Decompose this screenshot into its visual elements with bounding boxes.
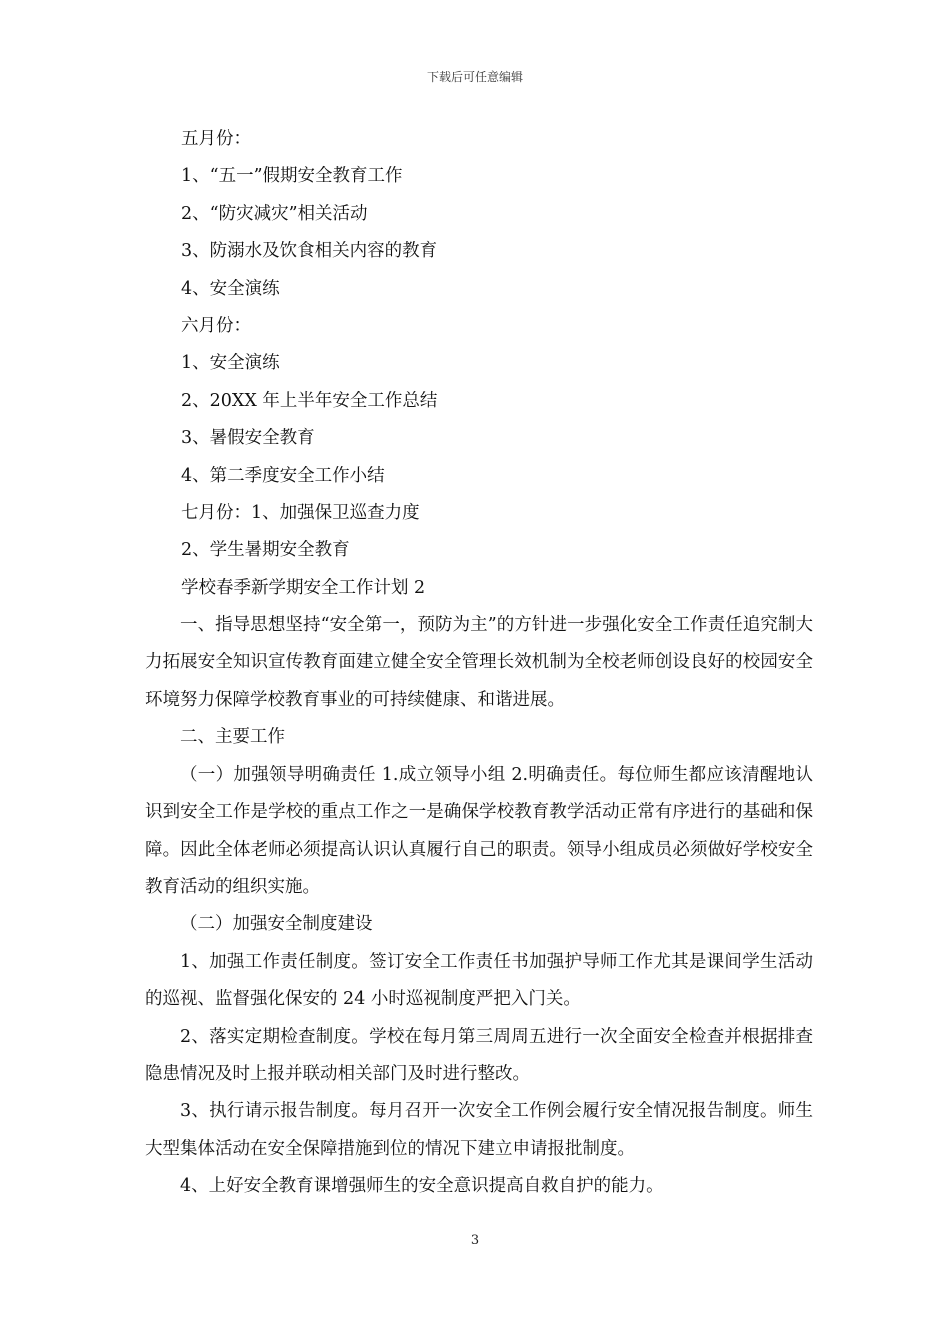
may-heading: 五月份： — [181, 129, 251, 149]
paragraph-inspection: 2、落实定期检查制度。学校在每月第三周周五进行一次全面安全检查并根据排查隐患情况及时上报并联动相关部门及时进行整改。 — [145, 1026, 813, 1084]
list-item: 2、学生暑期安全教育 — [181, 540, 350, 561]
schedule-list — [145, 121, 813, 607]
july-heading: 七月份：1、加强保卫巡查力度 — [181, 502, 420, 523]
list-item: 4、安全演练 — [181, 278, 280, 299]
paragraph-system-heading: （二）加强安全制度建设 — [180, 914, 373, 935]
paragraph-leadership: （一）加强领导明确责任 1.成立领导小组 2.明确责任。每位师生都应该清醒地认识到安全工作是学校的重点工作之一是确保学校教育教学活动正常有序进行的基础和保障。因此全体老师必须提高认识认真履行自己的职责。领导小组成员必须做好学校安全教育活动的组织实施。 — [145, 764, 813, 897]
plan-paragraphs — [145, 607, 813, 1206]
document-body — [145, 121, 813, 1206]
list-item: 1、“五一”假期安全教育工作 — [181, 166, 403, 187]
list-item: 1、安全演练 — [181, 353, 280, 374]
list-item: 4、第二季度安全工作小结 — [181, 465, 385, 486]
list-item: 2、20XX 年上半年安全工作总结 — [181, 390, 438, 411]
page-header-note: 下载后可任意编辑 — [426, 70, 523, 84]
paragraph-responsibility: 1、加强工作责任制度。签订安全工作责任书加强护导师工作尤其是课间学生活动的巡视、监督强化保安的 24 小时巡视制度严把入门关。 — [145, 951, 813, 1010]
paragraph-guiding-ideology: 一、指导思想坚持“安全第一，预防为主”的方针进一步强化安全工作责任追究制大力拓展安全知识宣传教育面建立健全安全管理长效机制为全校老师创设良好的校园安全环境努力保障学校教育事业的可持续健康、和谐进展。 — [145, 615, 813, 710]
paragraph-education: 4、上好安全教育课增强师生的安全意识提高自救自护的能力。 — [180, 1176, 664, 1197]
list-item: 2、“防灾减灾”相关活动 — [181, 203, 368, 224]
list-item: 3、暑假安全教育 — [181, 428, 315, 449]
paragraph-reporting: 3、执行请示报告制度。每月召开一次安全工作例会履行安全情况报告制度。师生大型集体活动在安全保障措施到位的情况下建立申请报批制度。 — [145, 1101, 813, 1159]
section-title: 学校春季新学期安全工作计划 2 — [181, 577, 426, 598]
list-item: 3、防溺水及饮食相关内容的教育 — [181, 241, 438, 262]
june-heading: 六月份： — [181, 315, 251, 336]
page-number: 3 — [470, 1233, 480, 1248]
paragraph-main-work-heading: 二、主要工作 — [180, 727, 285, 748]
